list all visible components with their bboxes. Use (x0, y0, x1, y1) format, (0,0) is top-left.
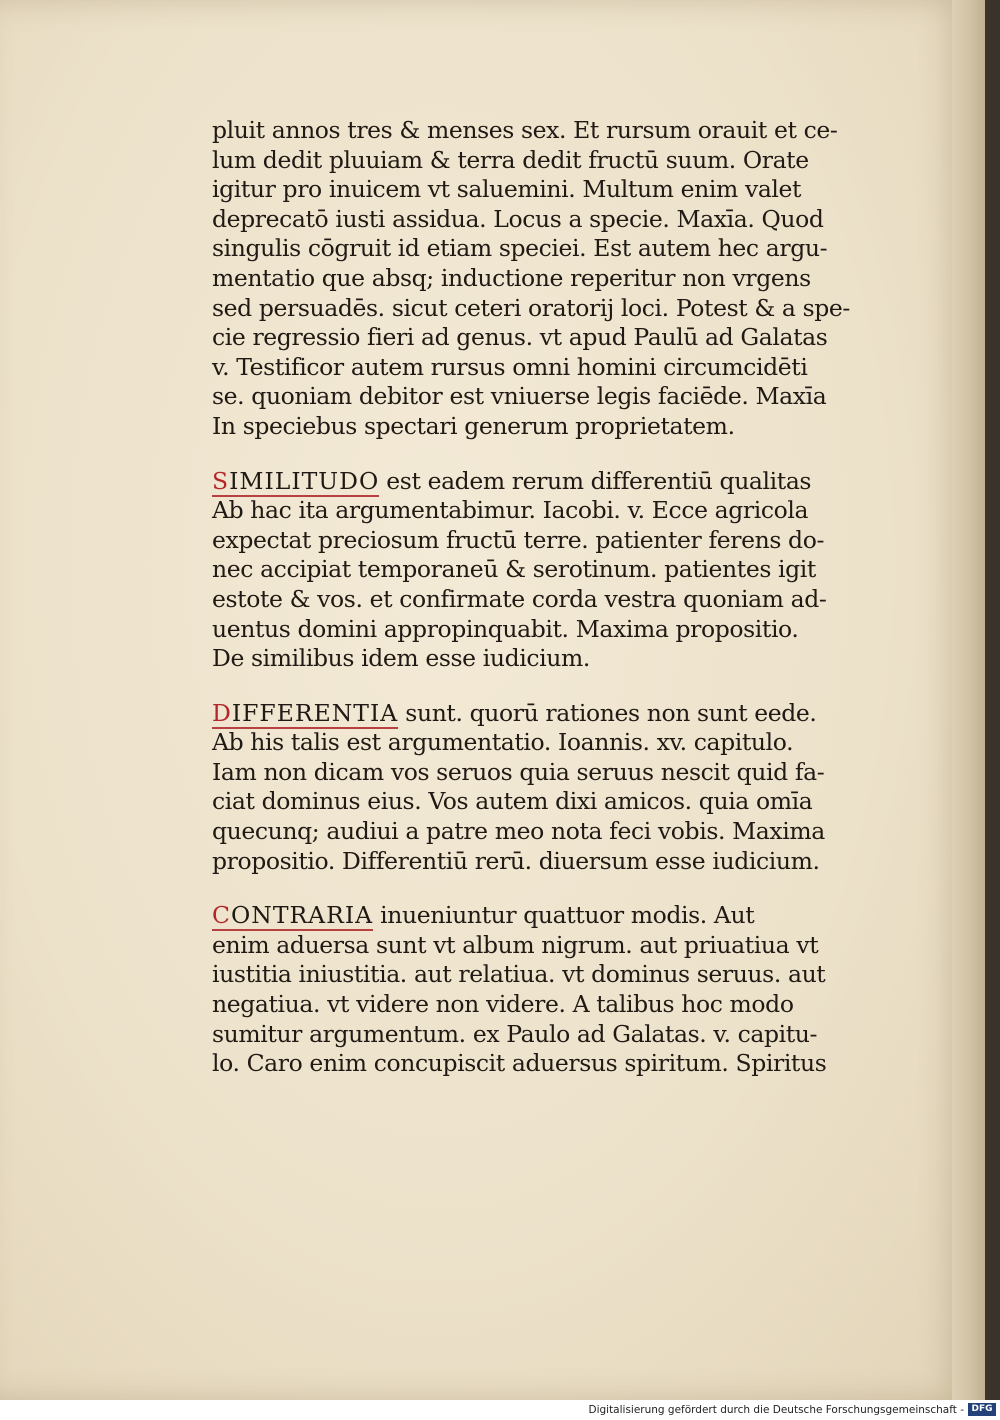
text-line: negatiua. vt videre non videre. A talibus hoc modo (212, 990, 794, 1019)
heading-line: CONTRARIA inueniuntur quattuor modis. Aut (212, 901, 755, 930)
text-line: uentus domini appropinquabit. Maxima propositio. (212, 614, 799, 643)
rubric-initial: D (212, 698, 232, 727)
rubric-initial: S (212, 466, 230, 495)
digitization-footer (0, 1400, 1000, 1420)
rubric-heading: SIMILITUDO (212, 466, 380, 495)
text-line: lum dedit pluuiam & terra dedit fructū suum. Orate (212, 145, 809, 174)
paragraph-contraria (212, 901, 882, 1079)
rubric-heading: CONTRARIA (212, 901, 374, 930)
text-line: Iam non dicam vos seruos quia seruus nescit quid fa- (212, 757, 825, 786)
binding-shadow (985, 0, 1000, 1400)
text-line: mentatio que absq; inductione reperitur non vrgens (212, 263, 811, 292)
text-line: nec accipiat temporaneū & serotinum. patientes igit (212, 555, 816, 584)
paragraph-similitudo (212, 467, 882, 674)
text-line: expectat preciosum fructū terre. patienter ferens do- (212, 525, 824, 554)
text-line: Ab hac ita argumentabimur. Iacobi. v. Ecce agricola (212, 496, 809, 525)
text-line: Ab his talis est argumentatio. Ioannis. xv. capitulo. (212, 728, 794, 757)
text-line: iustitia iniustitia. aut relatiua. vt dominus seruus. aut (212, 960, 826, 989)
text-line: quecunq; audiui a patre meo nota feci vobis. Maxima (212, 817, 825, 846)
footer-credit: Digitalisierung gefördert durch die Deutsche Forschungsgemeinschaft - (588, 1404, 964, 1416)
text-line: propositio. Differentiū rerū. diuersum esse iudicium. (212, 846, 820, 875)
text-line: De similibus idem esse iudicium. (212, 644, 590, 673)
text-line: enim aduersa sunt vt album nigrum. aut priuatiua vt (212, 930, 819, 959)
heading-line: DIFFERENTIA sunt. quorū rationes non sunt eede. (212, 698, 817, 727)
text-line: ciat dominus eius. Vos autem dixi amicos. quia omīa (212, 787, 813, 816)
text-line: cie regressio fieri ad genus. vt apud Paulū ad Galatas (212, 323, 828, 352)
text-line: deprecatō iusti assidua. Locus a specie. Maxīa. Quod (212, 204, 824, 233)
text-line: sumitur argumentum. ex Paulo ad Galatas. v. capitu- (212, 1019, 818, 1048)
text-line: lo. Caro enim concupiscit aduersus spiritum. Spiritus (212, 1049, 827, 1078)
text-line: pluit annos tres & menses sex. Et rursum orauit et ce- (212, 116, 838, 144)
heading-line: SIMILITUDO est eadem rerum differentiū qualitas (212, 466, 812, 495)
paragraph-differentia (212, 699, 882, 877)
text-line: In speciebus spectari generum proprietatem. (212, 411, 735, 440)
paragraph-opening (212, 116, 882, 442)
text-line: singulis cōgruit id etiam speciei. Est autem hec argu- (212, 234, 828, 263)
text-line: sed persuadēs. sicut ceteri oratorij loci. Potest & a spe- (212, 293, 850, 322)
page-text (212, 116, 882, 1079)
text-line: se. quoniam debitor est vniuerse legis faciēde. Maxīa (212, 382, 827, 411)
dfg-logo: DFG (968, 1403, 996, 1416)
text-line: estote & vos. et confirmate corda vestra quoniam ad- (212, 584, 827, 613)
text-line: igitur pro inuicem vt saluemini. Multum enim valet (212, 175, 802, 204)
rubric-heading: DIFFERENTIA (212, 698, 399, 727)
rubric-initial: C (212, 901, 231, 930)
text-line: v. Testificor autem rursus omni homini circumcidēti (212, 352, 808, 381)
